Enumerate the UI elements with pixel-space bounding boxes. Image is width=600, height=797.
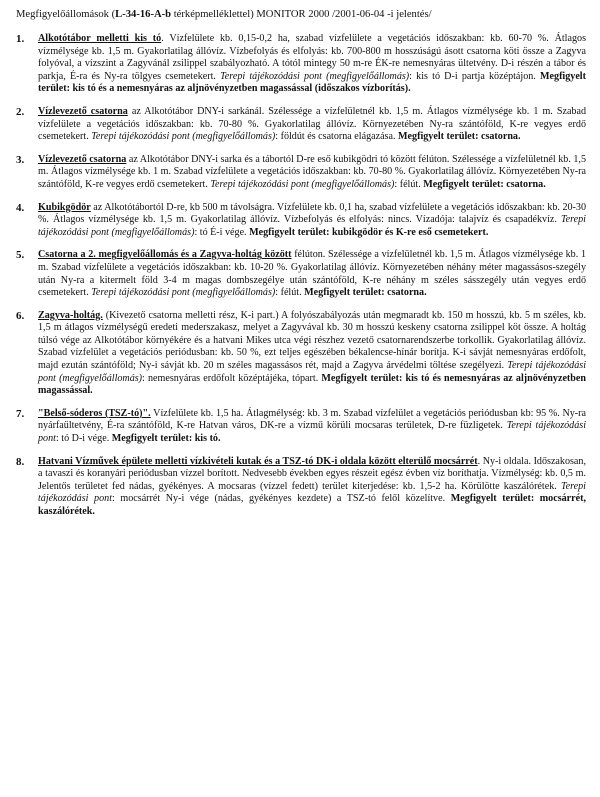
- station-text: [38, 154, 586, 192]
- station-observed-area: Megfigyelt terület: csatorna.: [423, 178, 546, 190]
- station-reference-label: Terepi tájékozódási pont (megfigyelőállomás): [38, 360, 586, 384]
- station-text: [38, 456, 586, 519]
- document-header: [16, 8, 586, 21]
- map-sheet-code: L-34-16-A-b: [115, 9, 172, 20]
- station-title: Hatvani Vízművek épülete melletti vízkivételi kutak és a TSZ-tó DK-i oldala között elterülő mocsárrét: [38, 455, 478, 467]
- station-reference-label: Terepi tájékozódási pont: [38, 480, 586, 505]
- station-item-5: [16, 249, 586, 299]
- station-reference-text: : félút.: [275, 287, 305, 299]
- station-title: Vízlevezető csatorna: [38, 105, 128, 117]
- station-number: 2.: [16, 105, 25, 118]
- header-prefix: Megfigyelőállomások (: [16, 9, 116, 20]
- station-text: [38, 249, 586, 299]
- station-item-1: [16, 33, 586, 96]
- station-reference-label: Terepi tájékozódási pont (megfigyelőállomás): [91, 131, 276, 143]
- station-reference-text: : tó É-i vége.: [194, 226, 250, 238]
- station-title: Vízlevezető csatorna: [38, 153, 127, 165]
- station-reference-text: : mocsárrét Ny-i vége (nádas, gyékényes kezdete) a TSZ-tó felől közelítve.: [112, 493, 451, 505]
- station-reference-text: : nemesnyáras erdőfolt középtájéka, tópart.: [142, 372, 322, 384]
- station-reference-text: : földút és csatorna elágazása.: [275, 131, 399, 143]
- station-number: 1.: [16, 33, 25, 45]
- station-text: [38, 33, 586, 96]
- station-title: "Belső-sóderos (TSZ-tó)".: [38, 407, 151, 419]
- station-observed-area: Megfigyelt terület: kis tó.: [111, 433, 221, 445]
- station-description: az Alkotótábor DNY-i sarka és a tábortól D-re eső kubikgödri tó között félúton. Szélessége a vízfelületnél kb. 1,5 m. Átlagos vízmélysége kb. 1 m. Szabad vízfelülete a vegetációs időszakban: kb. 70-80 %. Gyakorlatilag állóvíz. Környezetében Ny-ra szántóföld, K-re vegyes erdő csemetekert.: [38, 153, 586, 190]
- station-text: [38, 408, 586, 446]
- station-observed-area: Megfigyelt terület: kis tó és nemesnyáras az aljnövényzetben magassással.: [38, 372, 586, 397]
- station-description: Vízfelülete kb. 1,5 ha. Átlagmélység: kb. 3 m. Szabad vízfelület a vegetációs periódusban kb: 95 %. Ny-ra nyárfaültetvény, É-ra szántóföld, K-re Hatvan város, DK-re a vízmű körüli mocsaras területek, D-re füzligetek.: [38, 407, 586, 432]
- station-description: . Ny-i oldala. Időszakosan, a tavaszi és koranyári periódusban vízzel borított. Nedvesebb években egyes részeit egész évben víz boríthatja. Vízmélység: kb. 0,5 m. Jelentős területet fed nádas, gyékényes. A mocsaras (vízzel fedett) terület kiterjedése: kb. 1,5-2 ha. Körülötte kaszálórétek.: [38, 455, 586, 492]
- station-reference-text: : félút.: [394, 178, 424, 190]
- station-title: Zagyva-holtág.: [38, 309, 103, 321]
- station-text: [38, 106, 586, 144]
- station-reference-label: Terepi tájékozódási pont (megfigyelőállomás): [91, 287, 276, 299]
- station-description: az Alkotótábor DNY-i sarkánál. Szélessége a vízfelületnél kb. 1,5 m. Átlagos vízmélysége kb. 1 m. Szabad vízfelülete a vegetációs időszakban: kb. 70-80 %. Gyakorlatilag állóvíz. Környezetében Ny-ra szántóföld, K-re vegyes erdő csemetekert.: [38, 105, 587, 143]
- station-item-7: [16, 408, 586, 446]
- station-observed-area: Megfigyelt terület: csatorna.: [304, 287, 427, 299]
- station-title: Csatorna a 2. megfigyelőállomás és a Zagyva-holtág között: [38, 249, 292, 261]
- station-item-3: [16, 154, 586, 192]
- station-description: . Vízfelülete kb. 0,15-0,2 ha, szabad vízfelülete a vegetációs időszakban: kb. 60-70 %. Átlagos vízmélysége kb. 1,5 m. Gyakorlatilag állóvíz. Vízbefolyás és elfolyás: kb. 700-800 m hosszúságú ásott csatorna köti össze a Zagyva folyóval, a vízszint a Zagyvánál zsilippel szabályozható. A tótól mintegy 50 m-re ÉK-re nemesnyáras ültetvény. D-i részén a tábor és parkja, É-ra és Ny-ra tölgyes csemetekert.: [38, 33, 586, 82]
- station-reference-label: Terepi tájékozódási pont (megfigyelőállomás): [38, 214, 586, 238]
- station-observed-area: Megfigyelt terület: kubikgödör és K-re eső csemetekert.: [249, 226, 489, 238]
- station-number: 5.: [16, 249, 25, 262]
- station-number: 3.: [16, 153, 25, 166]
- station-reference-text: : tó D-i vége.: [55, 433, 112, 445]
- station-item-6: [16, 310, 586, 398]
- station-text: [38, 310, 586, 398]
- station-observed-area: Megfigyelt terület: mocsárrét, kaszálórétek.: [38, 493, 587, 517]
- station-observed-area: Megfigyelt terület: csatorna.: [398, 131, 521, 143]
- station-reference-text: : kis tó D-i partja középtájon.: [409, 70, 541, 82]
- station-title: Alkotótábor melletti kis tó: [38, 33, 162, 44]
- station-item-4: [16, 202, 586, 240]
- station-description: (Kivezető csatorna melletti rész, K-i part.) A folyószabályozás után megmaradt kb. 150 m hosszú, kb. 5 m széles, kb. 1,5 m átlagos vízmélységű eredeti mederszakasz, melyet a Zagyvával kb. 30 m hosszú keskeny csatorna zsilippel köt össze. A holtág túlsó vége az Alkotótábor környékére és a hatvani Mikes utca végi részhez vezető csatornarendszerbe torkollik. Gyakorlatilag állóvíz. Szabad vízfelület a vegetációs periódusban: kb. 50 %, ezt teljes egészében békalencse-hínár borítja. K-i sávját nemesnyáras erdőfolt, majd ezután szántóföld; Ny-i sávját kb. 20 m széles magassásos rét, majd a Zagyva árvédelmi töltése szegélyezi.: [38, 309, 586, 372]
- header-suffix: térképmelléklettel) MONITOR 2000 /2001-06-04 -i jelentés/: [171, 9, 432, 20]
- station-title: Kubikgödör: [38, 201, 91, 213]
- station-number: 6.: [16, 309, 25, 322]
- station-text: [38, 202, 586, 240]
- station-observed-area: Megfigyelt terület: kis tó és a nemesnyáras az aljnövényzetben magassással (időszakos vízborítás).: [38, 70, 586, 95]
- station-description: félúton. Szélessége a vízfelületnél kb. 1,5 m. Átlagos vízmélysége kb. 1 m. Szabad vízfelülete a vegetációs időszakban: kb. 10-20 %. Gyakorlatilag állóvíz. Környezetében néhány méter magassásos-szegély után Ny-ra a kitermelt föld 3-4 m magas dombszegélye után szántóföld, K-re néhány m széles sásszegély után vegyes erdő csemetekert.: [38, 249, 586, 299]
- station-reference-label: Terepi tájékozódási pont: [38, 420, 586, 445]
- station-reference-label: Terepi tájékozódási pont (megfigyelőállomás): [220, 70, 410, 82]
- station-number: 4.: [16, 201, 25, 214]
- station-item-8: [16, 456, 586, 519]
- station-number: 7.: [16, 407, 25, 420]
- station-description: az Alkotótábortól D-re, kb 500 m távolságra. Vízfelülete kb. 0,1 ha, szabad vízfelülete a vegetációs időszakban: kb. 20-30 %. Átlagos vízmélysége kb. 1,5 m. Gyakorlatilag állóvíz. Vízbefolyás és elfolyás: nincs. Vízadója: talajvíz és csapadékvíz.: [38, 201, 586, 226]
- station-number: 8.: [16, 455, 25, 468]
- station-reference-label: Terepi tájékozódási pont (megfigyelőállomás): [210, 178, 395, 190]
- station-item-2: [16, 106, 586, 144]
